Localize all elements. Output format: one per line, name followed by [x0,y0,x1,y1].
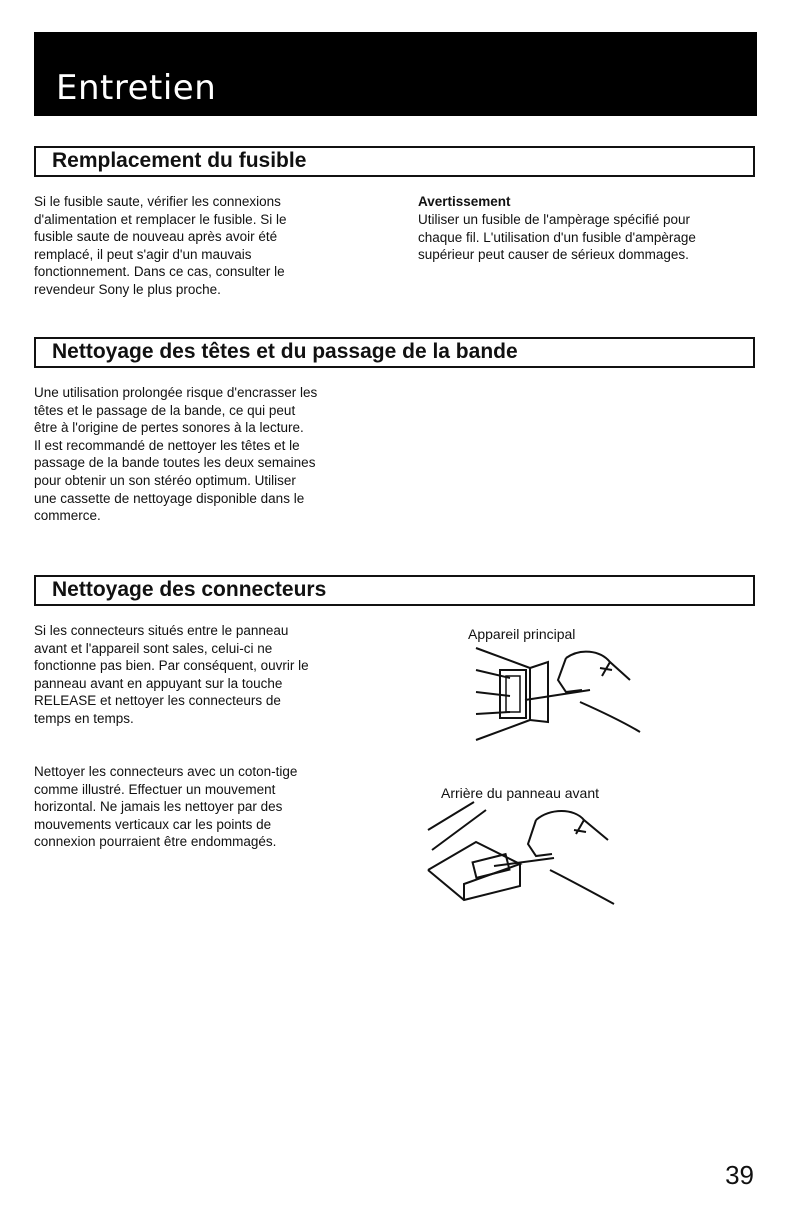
section-heading-fuse [34,146,755,177]
chapter-banner [34,32,757,116]
fuse-heading-text: Remplacement du fusible [52,149,307,172]
chapter-title: Entretien [56,68,217,108]
caption-main-unit: Appareil principal [468,626,576,642]
section-heading-connectors [34,575,755,606]
connectors-heading-text: Nettoyage des connecteurs [52,578,327,601]
heads-heading-text: Nettoyage des têtes et du passage de la bande [52,340,518,363]
caption-front-panel-back: Arrière du panneau avant [441,785,599,801]
warning-title: Avertissement [418,194,511,209]
connectors-paragraph-2: Nettoyer les connecteurs avec un coton-tige comme illustré. Effectuer un mouvement horizontal. Ne jamais les nettoyer par des mouvements verticaux car les points de connexion pourraient être endommagés. [34,764,298,850]
front-panel-back-illustration [424,800,624,920]
main-unit-illustration [470,640,650,755]
fuse-paragraph: Si le fusible saute, vérifier les connexions d'alimentation et remplacer le fusible. Si le fusible saute de nouveau après avoir été remplacé, il peut s'agir d'un mauvais fonctionnement. Dans ce cas, consulter le revendeur Sony le plus proche. [34,194,287,297]
connectors-paragraph-1: Si les connecteurs situés entre le panneau avant et l'appareil sont sales, celui-ci ne fonctionne pas bien. Par conséquent, ouvrir le panneau avant en appuyant sur la touche RELEASE et nettoyer les connecteurs de temps en temps. [34,623,309,726]
page-number: 39 [725,1160,754,1190]
section-heading-heads [34,337,755,368]
warning-paragraph: Utiliser un fusible de l'ampèrage spécifié pour chaque fil. L'utilisation d'un fusible d'ampèrage supérieur peut causer de sérieux dommages. [418,212,696,263]
heads-paragraph: Une utilisation prolongée risque d'encrasser les têtes et le passage de la bande, ce qui peut être à l'origine de pertes sonores à la lecture. Il est recommandé de nettoyer les têtes et le passage de la bande toutes les deux semaines pour obtenir un son stéréo optimum. Utiliser une cassette de nettoyage disponible dans le commerce. [34,385,318,524]
